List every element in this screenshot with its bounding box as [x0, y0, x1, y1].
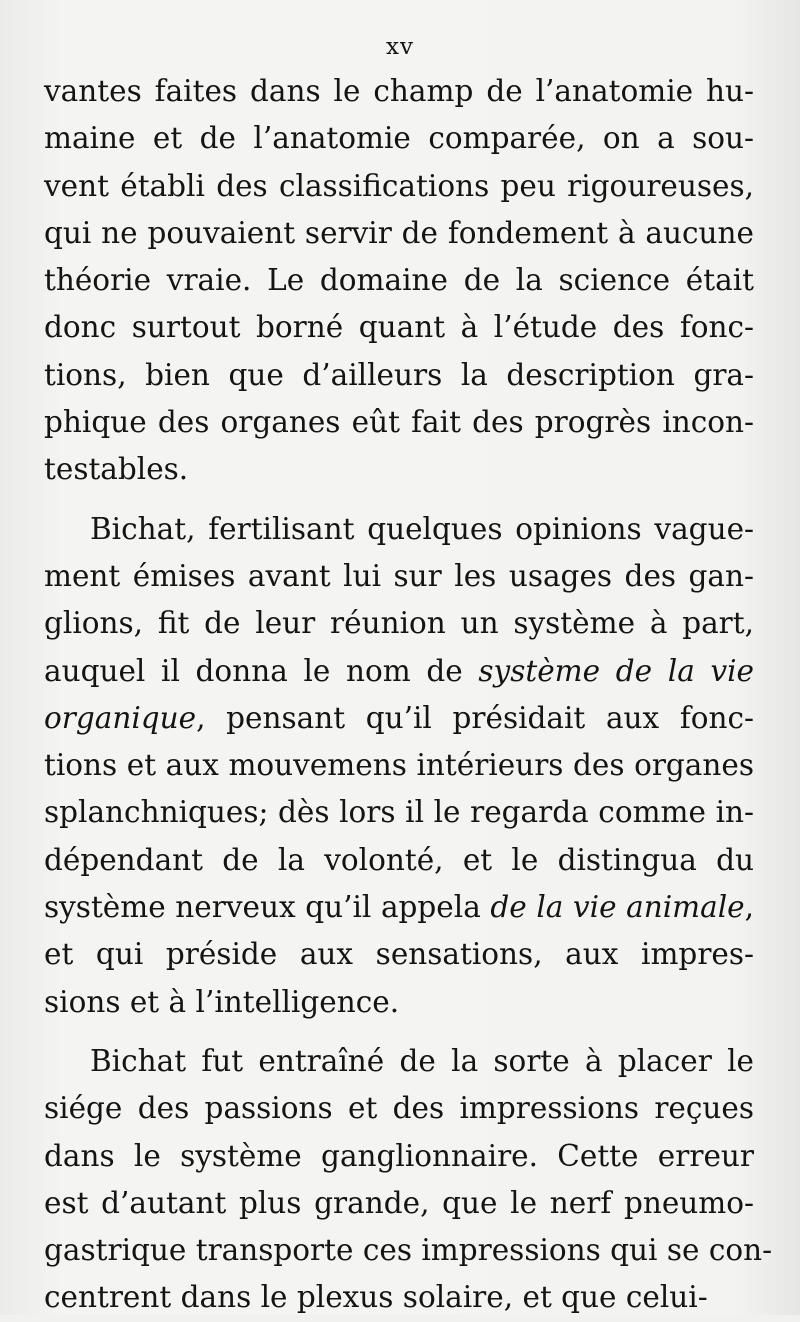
text-line: [44, 1180, 754, 1227]
text-run: donc surtout borné quant à l’étude des fonc-: [44, 310, 754, 345]
text-line: [44, 648, 754, 695]
text-line: [44, 210, 754, 257]
text-run: sions et à l’intelligence.: [44, 984, 400, 1019]
text-run: ,: [744, 890, 755, 925]
text-line: [44, 1085, 754, 1132]
text-line: [44, 352, 754, 399]
text-run: centrent dans le plexus solaire, et que celui-: [44, 1280, 708, 1315]
text-line: [44, 446, 754, 493]
text-run: est d’autant plus grande, que le nerf pneumo-: [44, 1185, 754, 1220]
text-run: splanchniques; dès lors il le regarda comme in-: [44, 795, 754, 830]
text-line: [44, 931, 754, 978]
text-run: , pensant qu’il présidait aux fonc-: [196, 700, 754, 735]
text-line: [44, 884, 754, 931]
italic-text: de la vie animale: [490, 890, 745, 925]
text-line: [44, 789, 754, 836]
text-line: [44, 506, 754, 553]
text-line: [44, 68, 754, 115]
italic-text: système de la vie: [478, 653, 754, 688]
text-line: [44, 553, 754, 600]
text-run: dépendant de la volonté, et le distingua du: [44, 842, 754, 877]
text-run: glions, fit de leur réunion un système à part,: [44, 606, 754, 641]
text-line: [44, 257, 754, 304]
text-run: Bichat fut entraîné de la sorte à placer le: [90, 1043, 754, 1078]
text-run: testables.: [44, 452, 189, 487]
text-run: ment émises avant lui sur les usages des gan-: [44, 558, 754, 593]
text-run: et qui préside aux sensations, aux impres-: [44, 937, 754, 972]
text-run: maine et de l’anatomie comparée, on a sou-: [44, 121, 754, 156]
paragraph: [44, 68, 754, 494]
text-line: [44, 163, 754, 210]
text-run: Bichat, fertilisant quelques opinions vague-: [90, 511, 754, 546]
text-line: [44, 1227, 773, 1274]
paragraph: [44, 506, 754, 1026]
text-line: [44, 837, 754, 884]
italic-text: organique: [44, 700, 197, 735]
text-line: [44, 1133, 754, 1180]
text-run: qui ne pouvaient servir de fondement à aucune: [44, 215, 754, 250]
text-run: gastrique transporte ces impressions qui se con-: [44, 1233, 773, 1268]
text-line: [44, 742, 754, 789]
text-run: vent établi des classifications peu rigoureuses,: [44, 168, 754, 203]
text-body: [44, 68, 773, 1322]
text-run: phique des organes eût fait des progrès incon-: [44, 405, 754, 440]
text-run: siége des passions et des impressions reçues: [44, 1091, 754, 1126]
text-line: [44, 979, 754, 1026]
text-run: tions, bien que d’ailleurs la description gra-: [44, 357, 754, 392]
text-line: [44, 1038, 754, 1085]
paragraph: [44, 1038, 773, 1322]
text-run: théorie vraie. Le domaine de la science était: [44, 263, 754, 298]
text-run: système nerveux qu’il appela: [44, 890, 491, 925]
text-line: [44, 600, 754, 647]
text-line: [44, 399, 754, 446]
page-number: xv: [386, 34, 414, 60]
text-line: [44, 304, 754, 351]
text-run: auquel il donna le nom de: [44, 653, 479, 688]
text-line: [44, 115, 754, 162]
text-run: tions et aux mouvemens intérieurs des organes: [44, 748, 754, 783]
text-line: [44, 695, 754, 742]
text-run: vantes faites dans le champ de l’anatomie hu-: [44, 74, 754, 108]
text-run: dans le système ganglionnaire. Cette erreur: [44, 1138, 754, 1173]
